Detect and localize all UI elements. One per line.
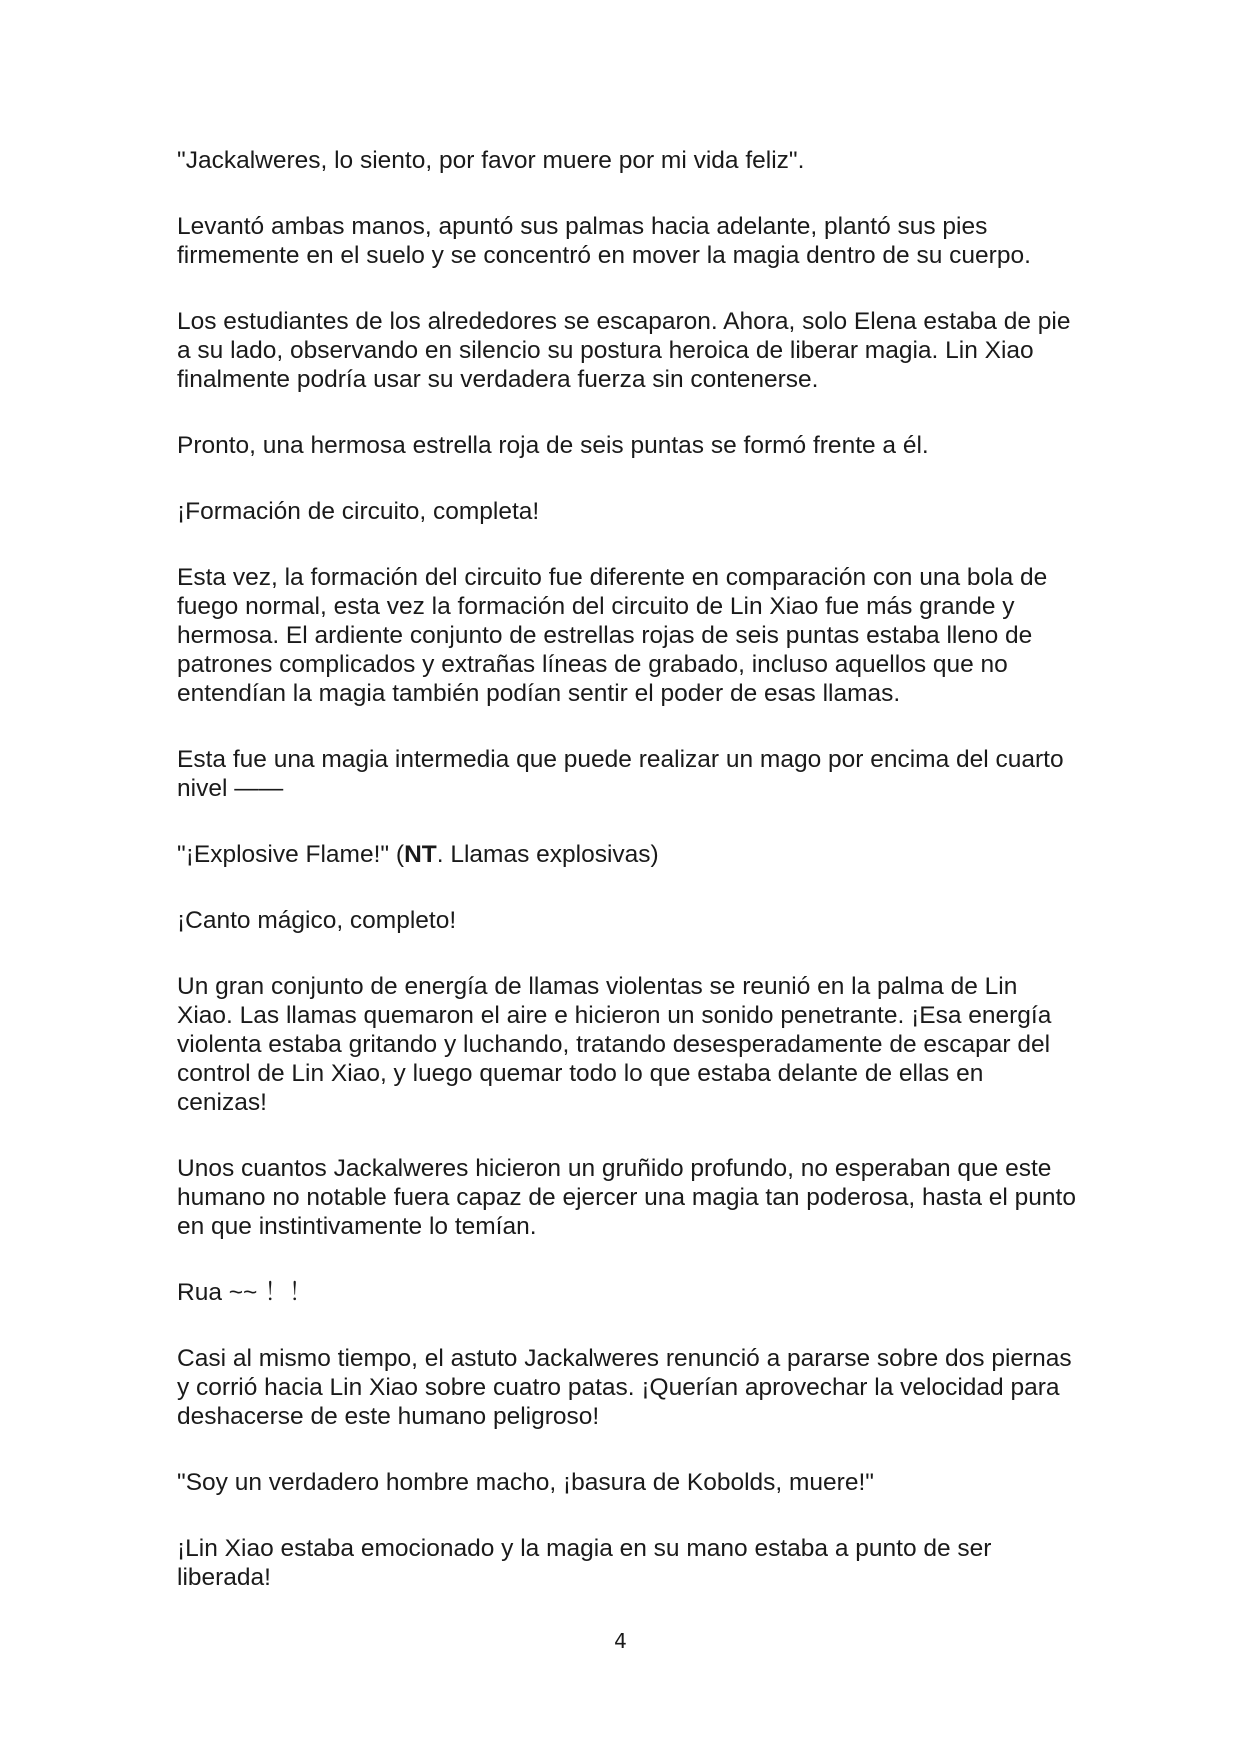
- document-body: [177, 146, 1077, 1592]
- paragraph-13: Casi al mismo tiempo, el astuto Jackalweres renunció a pararse sobre dos piernas y corrió hacia Lin Xiao sobre cuatro patas. ¡Querían aprovechar la velocidad para deshacerse de este humano peligroso!: [177, 1345, 1072, 1430]
- paragraph-9: ¡Canto mágico, completo!: [177, 907, 457, 934]
- explosive-flame-text: "¡Explosive Flame!" (: [177, 841, 405, 868]
- paragraph-4: Pronto, una hermosa estrella roja de seis puntas se formó frente a él.: [177, 432, 929, 459]
- paragraph-11: Unos cuantos Jackalweres hicieron un gruñido profundo, no esperaban que este humano no notable fuera capaz de ejercer una magia tan poderosa, hasta el punto en que instintivamente lo temían.: [177, 1155, 1076, 1240]
- paragraph-6: Esta vez, la formación del circuito fue diferente en comparación con una bola de fuego normal, esta vez la formación del circuito de Lin Xiao fue más grande y hermosa. El ardiente conjunto de estrellas rojas de seis puntas estaba lleno de patrones complicados y extrañas líneas de grabado, incluso aquellos que no entendían la magia también podían sentir el poder de esas llamas.: [177, 564, 1048, 707]
- translator-note-text: . Llamas explosivas): [436, 841, 659, 868]
- translator-note-label: NT: [404, 841, 437, 868]
- paragraph-7: Esta fue una magia intermedia que puede realizar un mago por encima del cuarto nivel ——: [177, 746, 1064, 802]
- paragraph-1: "Jackalweres, lo siento, por favor muere por mi vida feliz".: [177, 147, 805, 174]
- page-number: 4: [614, 1629, 627, 1653]
- paragraph-15: ¡Lin Xiao estaba emocionado y la magia en su mano estaba a punto de ser liberada!: [177, 1535, 992, 1591]
- paragraph-explosive-flame: [177, 840, 1077, 869]
- paragraph-12: Rua ~~ ！！: [177, 1279, 314, 1306]
- paragraph-3: Los estudiantes de los alrededores se escaparon. Ahora, solo Elena estaba de pie a su lado, observando en silencio su postura heroica de liberar magia. Lin Xiao finalmente podría usar su verdadera fuerza sin contenerse.: [177, 308, 1071, 393]
- paragraph-14: "Soy un verdadero hombre macho, ¡basura de Kobolds, muere!": [177, 1469, 874, 1496]
- paragraph-5: ¡Formación de circuito, completa!: [177, 498, 540, 525]
- paragraph-2: Levantó ambas manos, apuntó sus palmas hacia adelante, plantó sus pies firmemente en el suelo y se concentró en mover la magia dentro de su cuerpo.: [177, 213, 1031, 269]
- paragraph-10: Un gran conjunto de energía de llamas violentas se reunió en la palma de Lin Xiao. Las llamas quemaron el aire e hicieron un sonido penetrante. ¡Esa energía violenta estaba gritando y luchando, tratando desesperadamente de escapar del control de Lin Xiao, y luego quemar todo lo que estaba delante de ellas en cenizas!: [177, 973, 1052, 1116]
